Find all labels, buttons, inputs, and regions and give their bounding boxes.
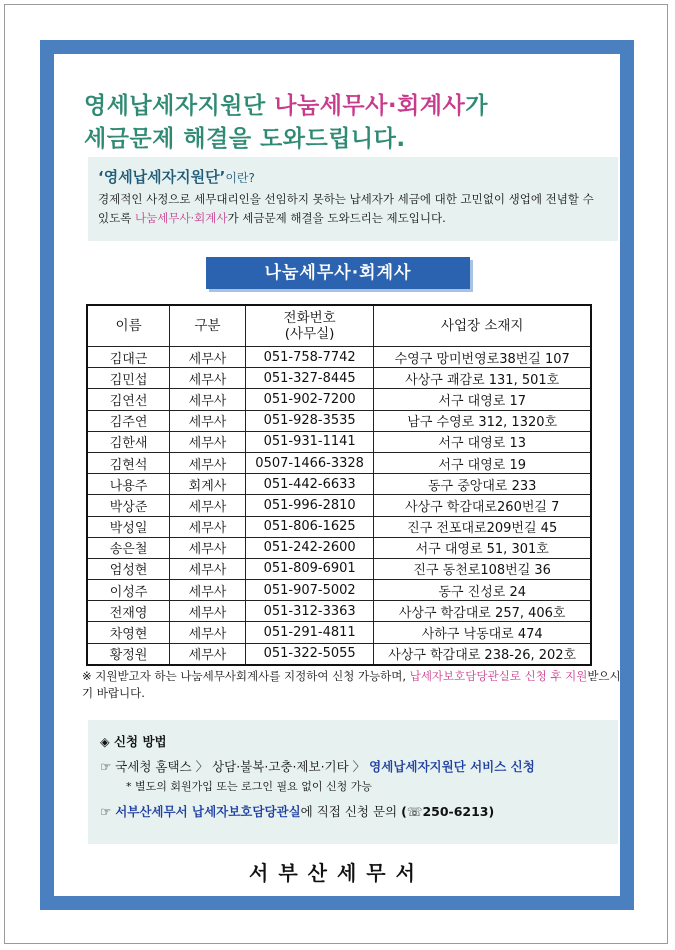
- cell-phone: 051-806-1625: [245, 516, 374, 537]
- headline-org: 영세납세자지원단: [84, 93, 275, 119]
- table-row: [87, 431, 591, 452]
- cell-address: 사상구 학감대로 238-26, 202호: [374, 643, 591, 665]
- cell-name: 송은철: [87, 537, 170, 558]
- cell-address: 서구 대영로 17: [374, 389, 591, 410]
- cell-name: 김주연: [87, 410, 170, 431]
- table-row: [87, 347, 591, 368]
- table-row: [87, 516, 591, 537]
- cell-address: 서구 대영로 51, 301호: [374, 537, 591, 558]
- table-header-row: [87, 305, 591, 347]
- cell-phone: 0507-1466-3328: [245, 452, 374, 473]
- apply-office-text: 에 직접 신청 문의: [300, 804, 402, 819]
- apply-note: * 별도의 회원가입 또는 로그인 필요 없이 신청 가능: [126, 780, 372, 793]
- header-type: 구분: [170, 305, 246, 347]
- cell-address: 사하구 낙동대로 474: [374, 622, 591, 643]
- intro-title-main: ‘영세납세자지원단’: [98, 168, 226, 186]
- cell-name: 황정원: [87, 643, 170, 665]
- table-row: [87, 495, 591, 516]
- cell-phone: 051-291-4811: [245, 622, 374, 643]
- footnote: [82, 668, 622, 702]
- cell-type: 세무사: [170, 431, 246, 452]
- footnote-a: ※ 지원받고자 하는 나눔세무사회계사를 지정하여 신청 가능하며,: [82, 669, 410, 683]
- cell-type: 세무사: [170, 452, 246, 473]
- cell-type: 세무사: [170, 537, 246, 558]
- cell-type: 세무사: [170, 622, 246, 643]
- cell-name: 엄성현: [87, 558, 170, 579]
- intro-box: [88, 157, 618, 241]
- intro-title: [98, 166, 608, 187]
- cell-name: 이성주: [87, 580, 170, 601]
- cell-name: 김한새: [87, 431, 170, 452]
- apply-title: ◈ 신청 방법: [100, 734, 167, 749]
- cell-name: 차영현: [87, 622, 170, 643]
- poster-frame: [40, 40, 634, 910]
- cell-address: 서구 대영로 13: [374, 431, 591, 452]
- apply-office-name: 서부산세무서 납세자보호담당관실: [115, 804, 301, 819]
- apply-line-hometax: [100, 757, 606, 775]
- cell-phone: 051-442-6633: [245, 474, 374, 495]
- cell-name: 박상준: [87, 495, 170, 516]
- cell-phone: 051-312-3363: [245, 601, 374, 622]
- table-row: [87, 580, 591, 601]
- cell-phone: 051-931-1141: [245, 431, 374, 452]
- headline-line2: 세금문제 해결을 도와드립니다.: [84, 126, 406, 152]
- intro-text-highlight: 나눔세무사·회계사: [134, 211, 228, 225]
- cell-name: 김대근: [87, 347, 170, 368]
- cell-phone: 051-996-2810: [245, 495, 374, 516]
- table-row: [87, 558, 591, 579]
- cell-type: 세무사: [170, 389, 246, 410]
- cell-name: 김연선: [87, 389, 170, 410]
- table-row: [87, 537, 591, 558]
- apply-bullet: ☞: [100, 804, 116, 819]
- cell-type: 세무사: [170, 410, 246, 431]
- header-name: 이름: [87, 305, 170, 347]
- cell-address: 서구 대영로 19: [374, 452, 591, 473]
- cell-address: 사상구 학감대로260번길 7: [374, 495, 591, 516]
- intro-title-suffix: 이란?: [225, 171, 255, 185]
- cell-address: 남구 수영로 312, 1320호: [374, 410, 591, 431]
- cell-phone: 051-242-2600: [245, 537, 374, 558]
- cell-phone: 051-907-5002: [245, 580, 374, 601]
- apply-line-office: [100, 802, 606, 820]
- cell-address: 사상구 괘감로 131, 501호: [374, 368, 591, 389]
- table-row: [87, 410, 591, 431]
- cell-type: 세무사: [170, 495, 246, 516]
- apply-phone: (☏250-6213): [401, 804, 495, 819]
- header-phone: 전화번호 (사무실): [245, 305, 374, 347]
- cell-name: 나용주: [87, 474, 170, 495]
- cell-type: 세무사: [170, 601, 246, 622]
- poster-body: [54, 54, 620, 896]
- table-body: [87, 347, 591, 665]
- cell-type: 회계사: [170, 474, 246, 495]
- table-row: [87, 474, 591, 495]
- cell-type: 세무사: [170, 368, 246, 389]
- cell-type: 세무사: [170, 580, 246, 601]
- cell-name: 전재영: [87, 601, 170, 622]
- header-address: 사업장 소재지: [374, 305, 591, 347]
- cell-type: 세무사: [170, 558, 246, 579]
- office-name: 서부산세무서: [249, 861, 425, 885]
- table-row: [87, 643, 591, 665]
- cell-type: 세무사: [170, 347, 246, 368]
- intro-text: [98, 190, 608, 228]
- cell-address: 동구 진성로 24: [374, 580, 591, 601]
- cell-name: 김현석: [87, 452, 170, 473]
- cell-type: 세무사: [170, 643, 246, 665]
- intro-text-a: 경제적인 사정으로 세무대리인을 선임하지 못하는 납세자가 세금에 대한 고민없이 생업에 전념할 수 있도록: [98, 192, 594, 225]
- cell-address: 동구 중앙대로 233: [374, 474, 591, 495]
- cell-name: 김민섭: [87, 368, 170, 389]
- apply-path: ☞ 국세청 홈택스 〉 상담·불복·고충·제보·기타 〉: [100, 759, 370, 774]
- cell-phone: 051-928-3535: [245, 410, 374, 431]
- cell-address: 진구 동천로108번길 36: [374, 558, 591, 579]
- table-row: [87, 389, 591, 410]
- cell-phone: 051-327-8445: [245, 368, 374, 389]
- intro-text-c: 가 세금문제 해결을 도와드리는 제도입니다.: [227, 211, 446, 225]
- footnote-c: 받으시기 바랍니다.: [82, 669, 621, 700]
- footnote-highlight: 납세자보호담당관실로 신청 후 지원: [409, 669, 588, 683]
- cell-phone: 051-758-7742: [245, 347, 374, 368]
- headline-particle: 가: [465, 93, 488, 119]
- cell-type: 세무사: [170, 516, 246, 537]
- cell-address: 수영구 망미번영로38번길 107: [374, 347, 591, 368]
- cell-phone: 051-902-7200: [245, 389, 374, 410]
- table-row: [87, 622, 591, 643]
- section-banner: 나눔세무사·회계사: [206, 257, 470, 289]
- cell-phone: 051-809-6901: [245, 558, 374, 579]
- advisor-table: [86, 304, 592, 666]
- apply-box: [88, 720, 618, 844]
- cell-address: 사상구 학감대로 257, 406호: [374, 601, 591, 622]
- cell-address: 진구 전포대로209번길 45: [374, 516, 591, 537]
- headline-highlight: 나눔세무사·회계사: [274, 93, 466, 119]
- headline: [84, 90, 488, 156]
- table-row: [87, 601, 591, 622]
- table-row: [87, 368, 591, 389]
- cell-name: 박성일: [87, 516, 170, 537]
- apply-service-link[interactable]: 영세납세자지원단 서비스 신청: [369, 759, 535, 774]
- table-row: [87, 452, 591, 473]
- cell-phone: 051-322-5055: [245, 643, 374, 665]
